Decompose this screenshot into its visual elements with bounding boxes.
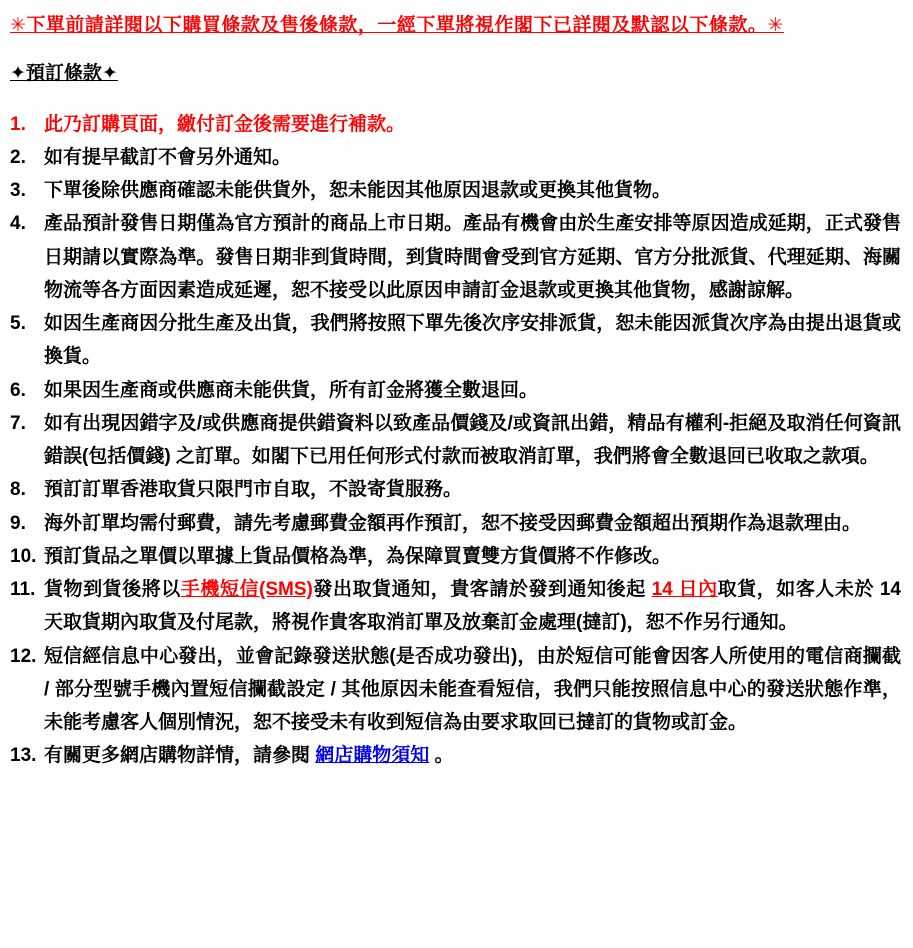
term-text-segment: 如果因生產商或供應商未能供貨，所有訂金將獲全數退回。 [44,379,539,401]
term-item-7 [10,407,901,474]
term-text [44,507,901,540]
term-text [44,573,901,640]
term-item-1 [10,108,901,141]
term-text-segment: 。 [429,745,454,767]
sms-notice-highlight: 手機短信(SMS) [180,579,313,600]
terms-list [10,108,901,773]
term-item-4 [10,207,901,307]
term-text-segment: 短信經信息中心發出，並會記錄發送狀態(是否成功發出)，由於短信可能會因客人所使用的電信商攔截 / 部分型號手機內置短信攔截設定 / 其他原因未能查看短信，我們只能按照信息中心的發送狀態作準，未能考慮客人個別情況，恕不接受未有收到短信為由要求取回已撻訂的貨物或訂金。 [44,645,901,733]
term-text [44,407,901,474]
term-number: 13. [10,745,37,767]
term-number: 1. [10,113,26,135]
term-text [44,174,901,207]
pickup-deadline-highlight: 14 日內 [651,579,718,600]
term-item-10 [10,540,901,573]
term-text-segment: 預訂訂單香港取貨只限門市自取，不設寄貨服務。 [44,479,463,501]
term-text-segment: 海外訂單均需付郵費，請先考慮郵費金額再作預訂，恕不接受因郵費金額超出預期作為退款理由。 [44,512,862,534]
term-number: 9. [10,512,26,534]
shop-guide-link[interactable]: 網店購物須知 [315,745,430,767]
term-item-2 [10,141,901,174]
term-text [44,374,901,407]
term-item-12 [10,640,901,740]
term-number: 12. [10,645,37,667]
term-text-segment: 如有出現因錯字及/或供應商提供錯資料以致產品價錢及/或資訊出錯，精品有權利-拒絕及取消任何資訊錯誤(包括價錢) 之訂單。如閣下已用任何形式付款而被取消訂單，我們將會全數退回已收取之款項。 [44,412,901,467]
term-item-8 [10,473,901,506]
section-title: ✦預訂條款✦ [10,63,118,85]
term-item-9 [10,507,901,540]
term-text [44,739,901,772]
term-text-segment: 如因生產商因分批生產及出貨，我們將按照下單先後次序安排派貨，恕未能因派貨次序為由提出退貨或換貨。 [44,313,901,368]
term-number: 8. [10,479,26,501]
term-item-3 [10,174,901,207]
term-text [44,141,901,174]
term-item-5 [10,307,901,374]
term-number: 11. [10,579,36,600]
term-text-segment: 發出取貨通知，貴客請於發到通知後起 [312,579,652,600]
term-text-segment: 預訂貨品之單價以單據上貨品價格為準，為保障買賣雙方貨價將不作修改。 [44,545,672,567]
term-text-segment: 下單後除供應商確認未能供貨外，恕未能因其他原因退款或更換其他貨物。 [44,180,672,201]
term-text-segment: 取貨，如客人未於 14 天取貨期內取貨及付尾款，將視作貴客取消訂單及放棄訂金處理(撻訂)，恕不作另行通知。 [44,579,901,634]
term-number: 3. [10,180,26,201]
term-number: 4. [10,213,26,235]
term-text [44,640,901,740]
term-text-segment: 貨物到貨後將以 [44,579,181,600]
term-number: 7. [10,412,26,434]
term-text-segment: 如有提早截訂不會另外通知。 [44,146,292,168]
term-number: 5. [10,313,26,334]
term-item-11 [10,573,901,640]
term-text [44,207,901,307]
term-text-segment: 產品預計發售日期僅為官方預計的商品上市日期。產品有機會由於生產安排等原因造成延期，正式發售日期請以實際為準。發售日期非到貨時間，到貨時間會受到官方延期、官方分批派貨、代理延期、海關物流等各方面因素造成延遲，恕不接受以此原因申請訂金退款或更換其他貨物，感謝諒解。 [44,213,901,301]
term-number: 10. [10,545,37,567]
header-warning: ✳下單前請詳閱以下購買條款及售後條款，一經下單將視作閣下已詳閱及默認以下條款。✳ [10,15,784,36]
term-text [44,473,901,506]
term-item-6 [10,374,901,407]
term-number: 2. [10,146,26,168]
term-item-13 [10,739,901,772]
term-text-segment: 此乃訂購頁面，繳付訂金後需要進行補款。 [44,113,406,135]
term-text [44,307,901,374]
term-text [44,540,901,573]
term-number: 6. [10,379,26,401]
term-text-segment: 有關更多網店購物詳情，請參閱 [44,745,316,767]
term-text [44,108,901,141]
